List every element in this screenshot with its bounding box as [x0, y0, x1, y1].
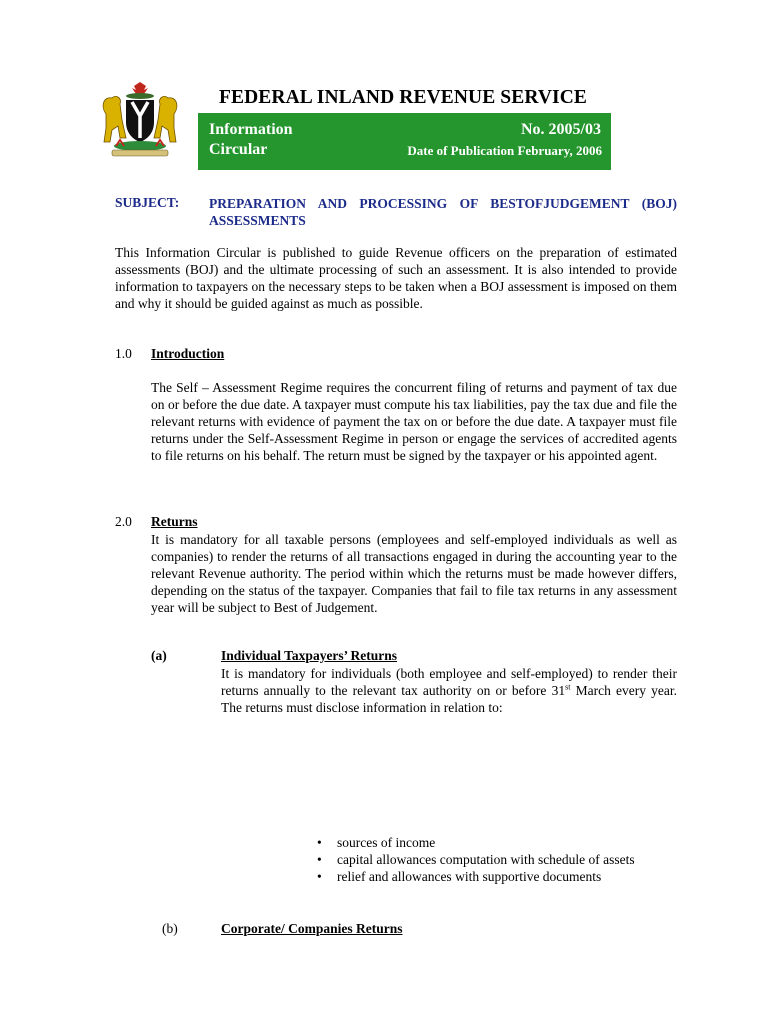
subsection-heading-individual-returns: Individual Taxpayers’ Returns	[221, 648, 398, 663]
list-item	[315, 868, 677, 885]
intro-paragraph: This Information Circular is published to guide Revenue officers on the preparation of estimated assessments (BOJ) and the ultimate processing of such an assessment. It is also intended to provide information to taxpayers on the necessary steps to be taken when a BOJ assessment is imposed on them and why it should be guided against as much as possible.	[115, 245, 677, 311]
coat-of-arms-emblem	[92, 80, 188, 160]
subsection-label-a: (a)	[151, 648, 167, 663]
circular-type-line1: Information	[209, 121, 293, 138]
section-body-introduction: The Self – Assessment Regime requires the concurrent filing of returns and payment of tax due on or before the due date. A taxpayer must compute his tax liabilities, pay the tax due and file the relevant returns with evidence of payment the tax on or before the due date. A taxpayer must file returns under the Self-Assessment Regime in person or engage the services of accredited agents to file returns on his behalf. The return must be signed by the taxpayer or his appointed agent.	[151, 380, 677, 463]
list-item	[315, 834, 677, 851]
subject-text: PREPARATION AND PROCESSING OF BESTOFJUDGEMENT (BOJ) ASSESSMENTS	[209, 196, 677, 228]
body-text-part2: March every year. The returns must disclose information in relation to:	[221, 683, 677, 715]
ordinal-suffix: st	[565, 682, 571, 692]
list-item-text: relief and allowances with supportive documents	[337, 869, 602, 884]
circular-banner	[198, 113, 611, 170]
section-body-returns: It is mandatory for all taxable persons (employees and self-employed individuals as well as companies) to render the returns of all transactions engaged in during the accounting year to the relevant Revenue authority. The period within which the returns must be made however differs, depending on the status of the taxpayer. Companies that fail to file tax returns in any assessment year will be subject to Best of Judgement.	[151, 532, 677, 615]
agency-title: FEDERAL INLAND REVENUE SERVICE	[219, 87, 588, 108]
returns-disclosure-list	[315, 834, 677, 885]
publication-date: Date of Publication February, 2006	[407, 143, 602, 158]
section-number: 2.0	[115, 514, 132, 529]
subsection-heading-corporate-returns: Corporate/ Companies Returns	[221, 921, 403, 936]
list-item-text: sources of income	[337, 835, 436, 850]
bullet-icon: •	[317, 852, 322, 867]
list-item-text: capital allowances computation with schedule of assets	[337, 852, 635, 867]
section-number: 1.0	[115, 346, 132, 361]
bullet-icon: •	[317, 869, 322, 884]
bullet-icon: •	[317, 835, 322, 850]
circular-number: No. 2005/03	[521, 121, 601, 138]
subsection-body-individual-returns	[221, 665, 677, 716]
section-heading-introduction: Introduction	[151, 346, 225, 361]
section-heading-returns: Returns	[151, 514, 198, 529]
list-item	[315, 851, 677, 868]
body-text-part1: It is mandatory for individuals (both employee and self-employed) to render their returns annually to the relevant tax authority on or before 31	[221, 666, 677, 698]
subsection-label-b: (b)	[162, 921, 178, 936]
subject-label: SUBJECT:	[115, 195, 180, 210]
circular-type-line2: Circular	[209, 141, 268, 158]
